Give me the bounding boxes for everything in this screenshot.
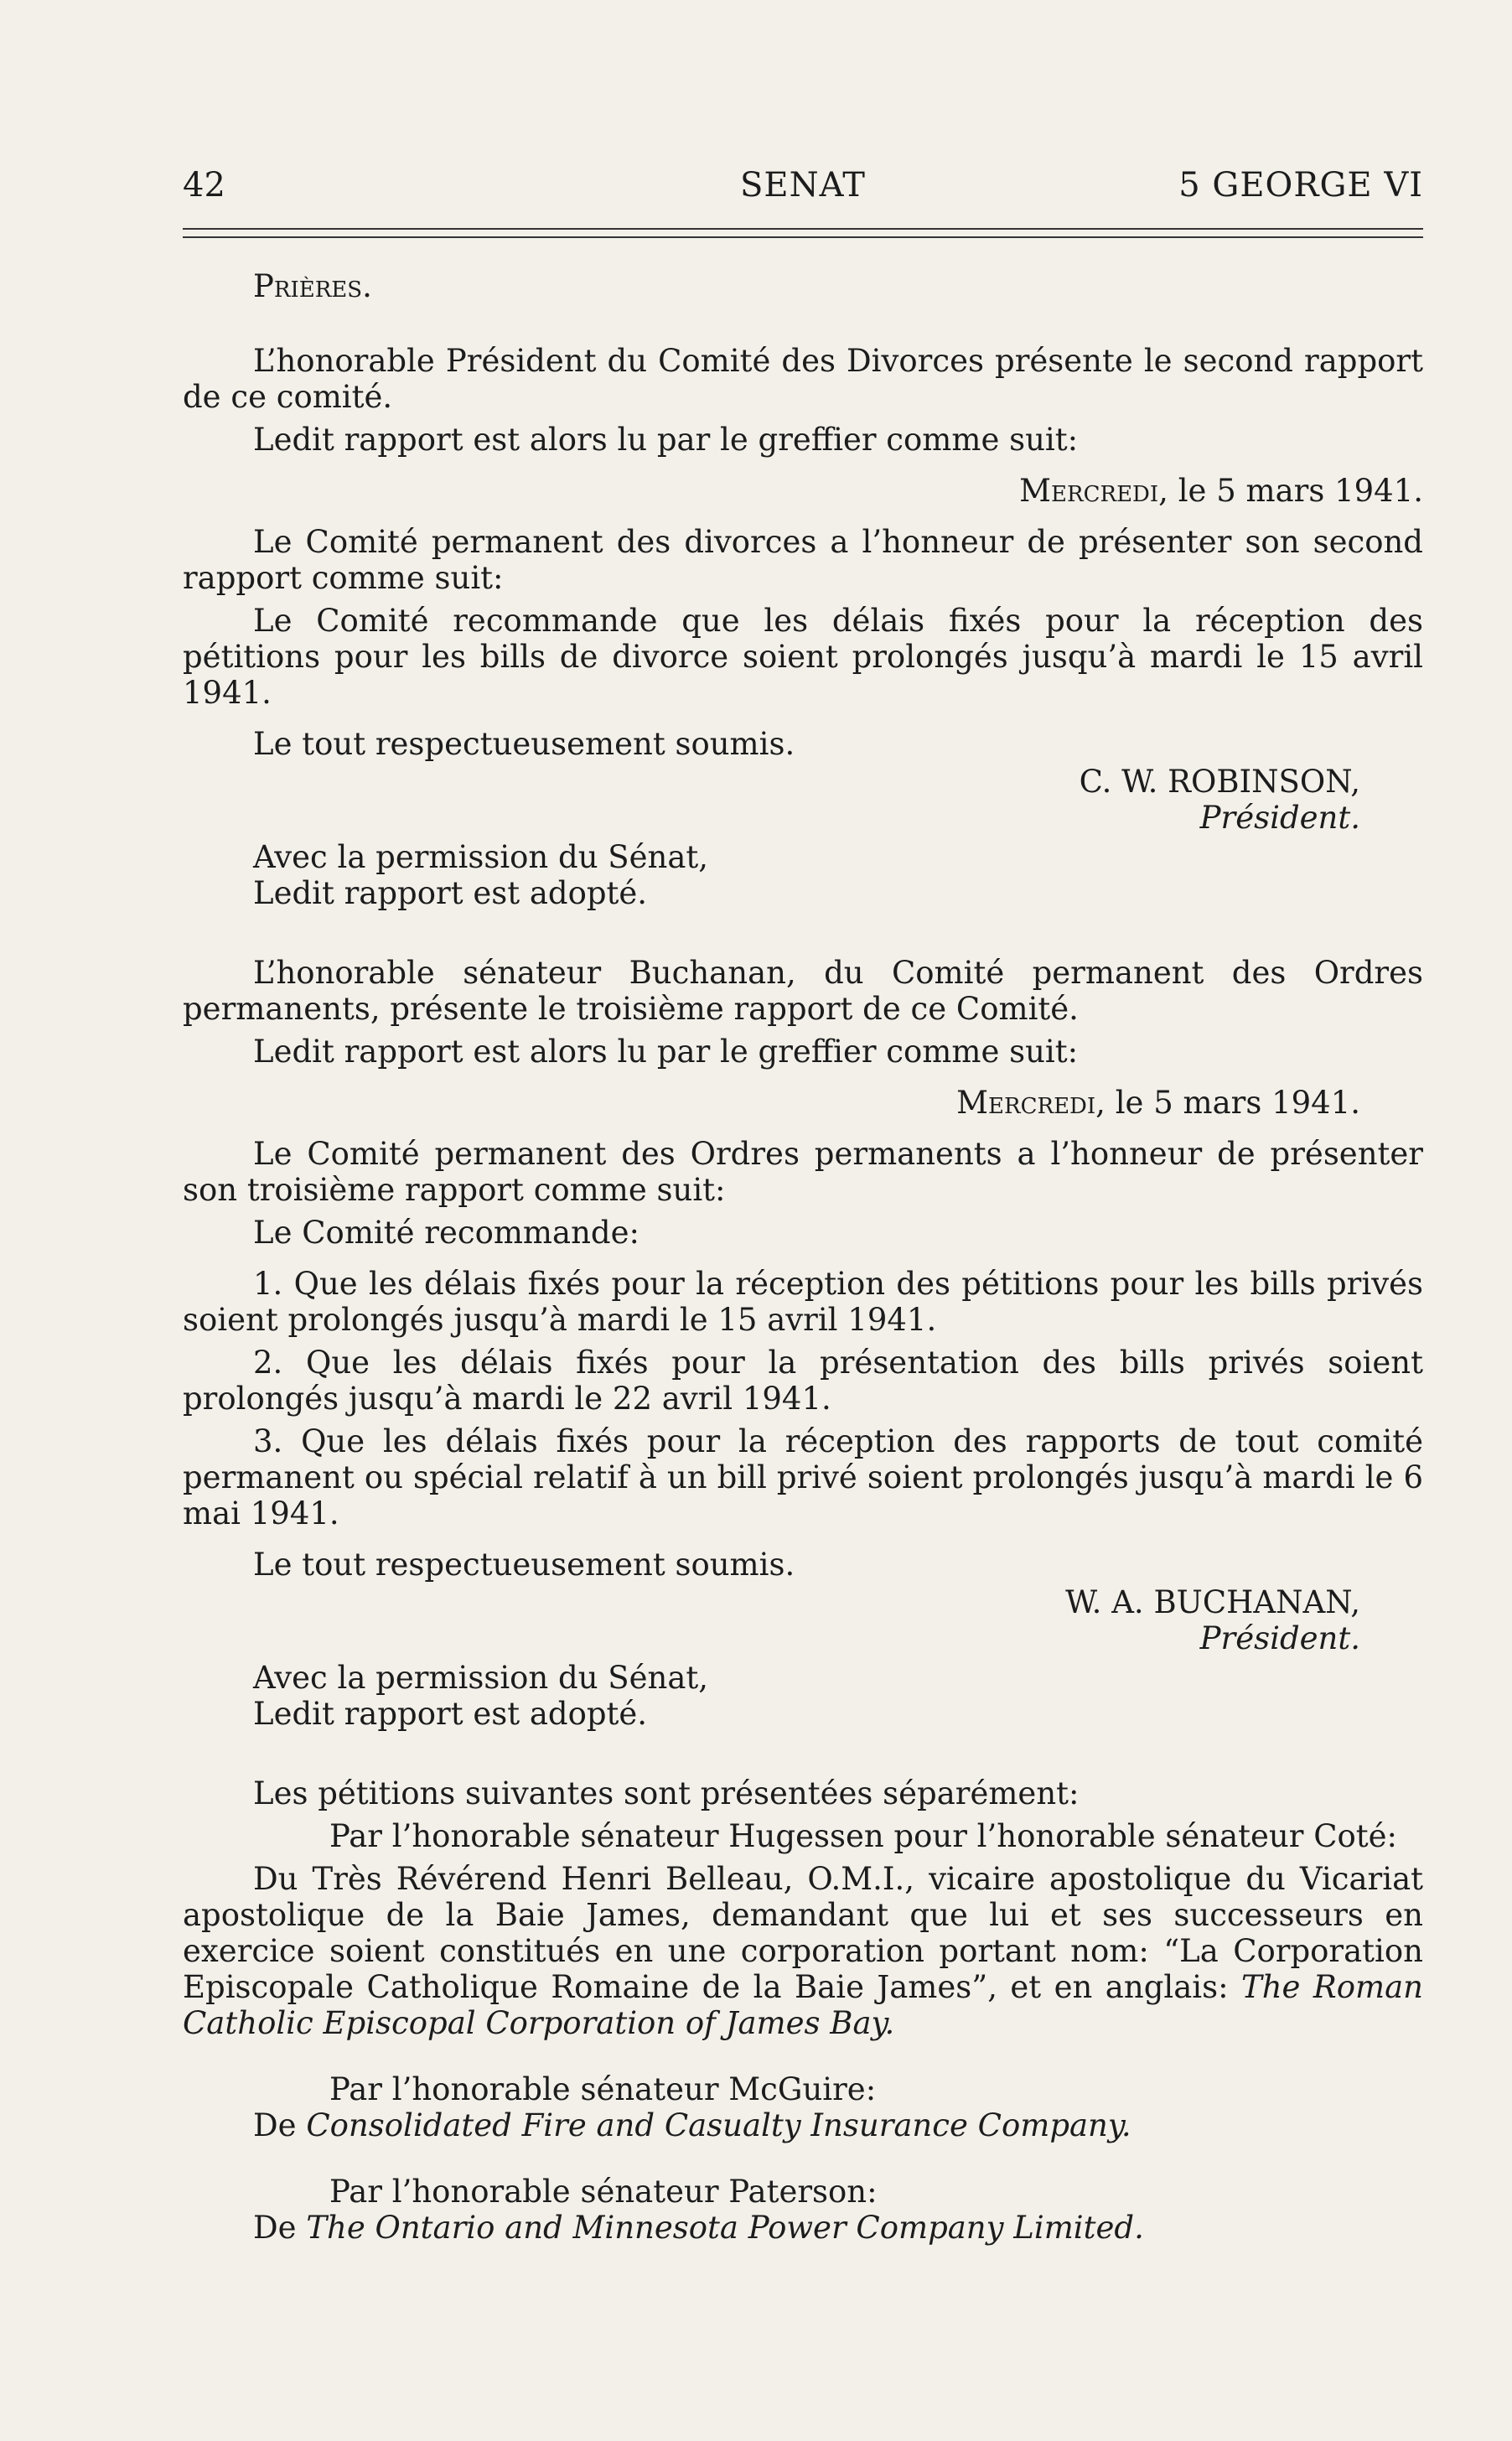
petition-company-name: The Ontario and Minnesota Power Company Limited. — [306, 2210, 1144, 2246]
paragraph-divorce-committee: Le Comité permanent des divorces a l’honneur de présenter son second rapport comme suit: — [183, 524, 1423, 596]
list-item-recommendation-3: 3. Que les délais fixés pour la réception des rapports de tout comité permanent ou spécial relatif à un bill privé soient prolongés jusqu’à mardi le 6 mai 1941. — [183, 1423, 1423, 1531]
petition-presenter: Par l’honorable sénateur Paterson: — [329, 2174, 878, 2210]
paragraph-divorce-recommendation: Le Comité recommande que les délais fixés pour la réception des pétitions pour les bills de divorce soient prolongés jusqu’à mardi le 15 avril 1941. — [183, 603, 1423, 711]
adopted-line: Ledit rapport est adopté. — [253, 1696, 648, 1732]
petition-presenter: Par l’honorable sénateur McGuire: — [329, 2071, 877, 2107]
paragraph-standing-orders-committee: Le Comité permanent des Ordres permanents a l’honneur de présenter son troisième rapport comme suit: — [183, 1136, 1423, 1208]
header-rule-bottom — [183, 236, 1423, 238]
petition-prefix: De — [253, 2210, 307, 2246]
petition-text — [183, 2107, 1423, 2143]
petition-presenter: Par l’honorable sénateur Hugessen pour l’honorable sénateur Coté: — [329, 1818, 1398, 1854]
date-line — [183, 473, 1423, 509]
petition-body: Du Très Révérend Henri Belleau, O.M.I., vicaire apostolique du Vicariat apostolique de la Baie James, demandant que lui et ses successeurs en exercice soient constitués en une corporation portant nom: “La Corporation Episcopale Catholique Romaine de la Baie James”, et en anglais: — [183, 1861, 1423, 2005]
list-item-recommendation-2: 2. Que les délais fixés pour la présentation des bills privés soient prolongés jusqu’à mardi le 22 avril 1941. — [183, 1345, 1423, 1417]
date-weekday: Mercredi, — [956, 1085, 1106, 1121]
date-text: le 5 mars 1941. — [1168, 473, 1423, 509]
petition-text — [183, 2210, 1423, 2246]
signature-name: W. A. BUCHANAN, — [1065, 1584, 1360, 1620]
paragraph-read-by-clerk: Ledit rapport est alors lu par le greffier comme suit: — [253, 422, 1079, 458]
petition-english-name: The Roman Catholic Episcopal Corporation of James Bay. — [183, 1969, 1423, 2041]
closing-respectfully-submitted: Le tout respectueusement soumis. — [253, 1547, 795, 1583]
closing-respectfully-submitted: Le tout respectueusement soumis. — [253, 726, 795, 762]
petition-text — [183, 1861, 1423, 2041]
petition-company-name: Consolidated Fire and Casualty Insurance Company. — [306, 2107, 1131, 2143]
paragraph-read-by-clerk: Ledit rapport est alors lu par le greffier comme suit: — [253, 1034, 1079, 1070]
signature-title: Président. — [1199, 1620, 1360, 1656]
signature-title: Président. — [1199, 800, 1360, 836]
permission-line: Avec la permission du Sénat, — [253, 1660, 709, 1696]
date-weekday: Mercredi, — [1019, 473, 1168, 509]
adopted-line: Ledit rapport est adopté. — [253, 875, 648, 911]
petition-prefix: De — [253, 2107, 307, 2143]
paragraph-committee-recommends: Le Comité recommande: — [253, 1215, 639, 1251]
page-title: SENAT — [740, 166, 866, 205]
page-body — [183, 268, 1423, 2246]
signature-name: C. W. ROBINSON, — [1079, 764, 1360, 800]
date-text: le 5 mars 1941. — [1105, 1085, 1360, 1121]
header-rule-top — [183, 228, 1423, 230]
page-number: 42 — [183, 166, 225, 205]
permission-line: Avec la permission du Sénat, — [253, 839, 709, 875]
date-line — [183, 1085, 1423, 1121]
paragraph-divorce-report-intro: L’honorable Président du Comité des Divorces présente le second rapport de ce comité. — [183, 343, 1423, 415]
prayers-heading: Prières. — [253, 268, 372, 304]
paragraph-standing-orders-intro: L’honorable sénateur Buchanan, du Comité permanent des Ordres permanents, présente le troisième rapport de ce Comité. — [183, 955, 1423, 1027]
running-header — [183, 164, 1423, 206]
paragraph-petitions-intro: Les pétitions suivantes sont présentées séparément: — [253, 1775, 1080, 1811]
regnal-year: 5 GEORGE VI — [1178, 166, 1423, 205]
list-item-recommendation-1: 1. Que les délais fixés pour la réception des pétitions pour les bills privés soient prolongés jusqu’à mardi le 15 avril 1941. — [183, 1266, 1423, 1338]
